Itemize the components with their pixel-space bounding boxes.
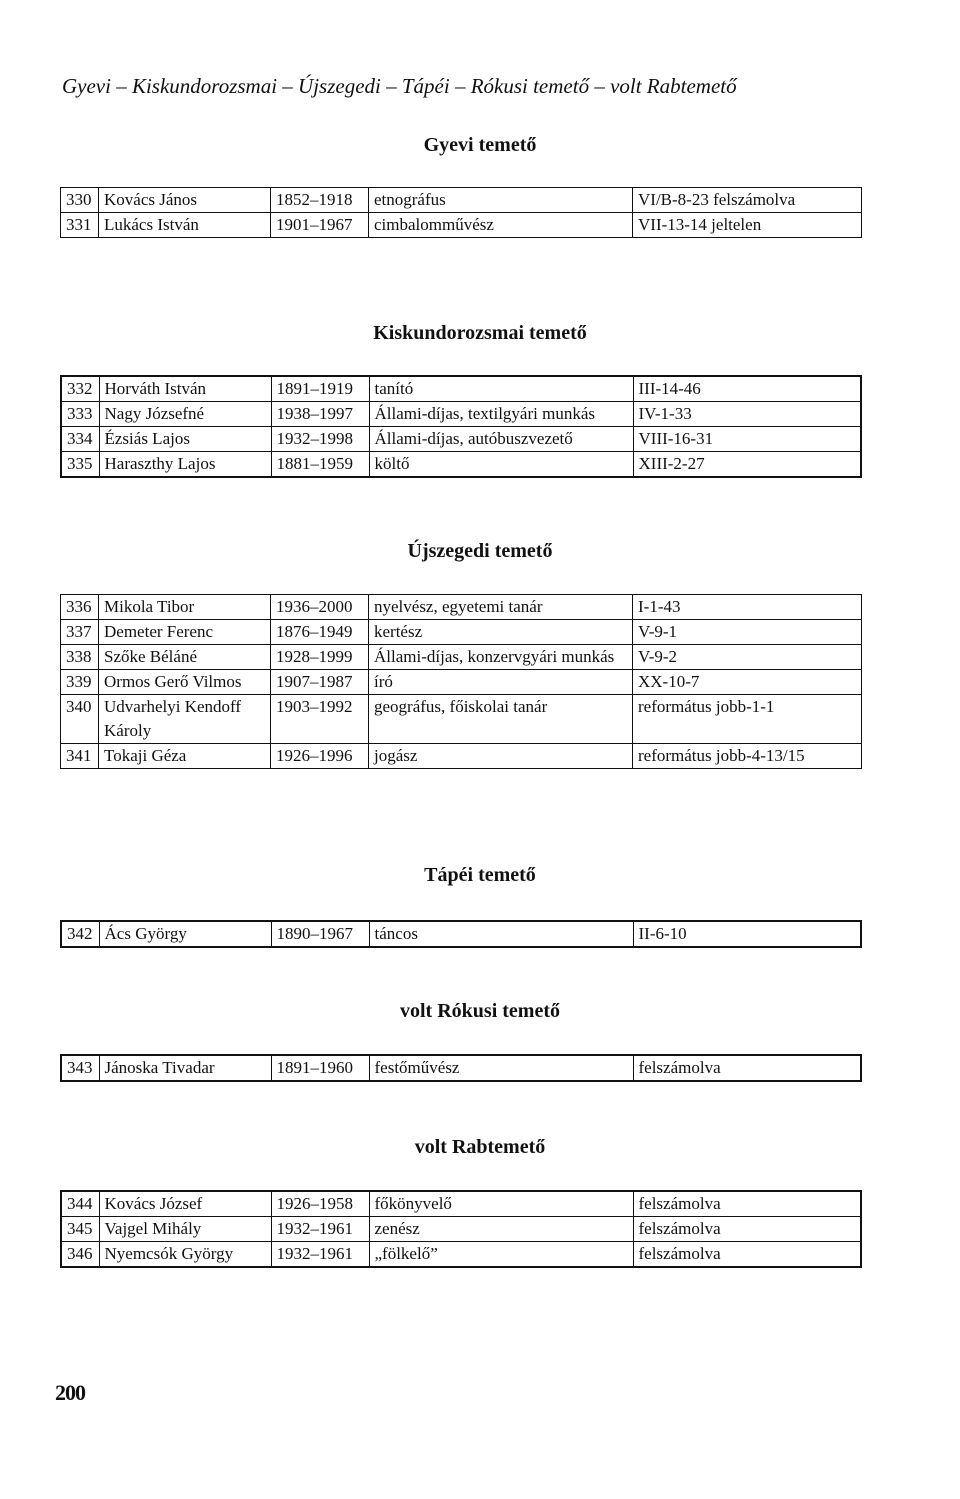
cell-grave: felszámolva	[633, 1217, 861, 1242]
cell-years: 1932–1961	[271, 1217, 369, 1242]
table-row	[61, 376, 861, 402]
cell-grave: III-14-46	[633, 376, 861, 402]
cell-years: 1932–1998	[271, 427, 369, 452]
cell-grave: VII-13-14 jeltelen	[633, 213, 862, 238]
cell-years: 1881–1959	[271, 452, 369, 478]
table-row	[61, 595, 862, 620]
cell-years: 1907–1987	[271, 670, 369, 695]
cell-number: 342	[61, 921, 99, 947]
table-gyevi	[60, 187, 862, 238]
table-rokusi	[60, 1054, 862, 1082]
cell-years: 1890–1967	[271, 921, 369, 947]
cell-number: 335	[61, 452, 99, 478]
table-row	[61, 427, 861, 452]
cell-name: Ormos Gerő Vilmos	[99, 670, 271, 695]
table-row	[61, 1242, 861, 1268]
cell-grave: felszámolva	[633, 1242, 861, 1268]
cell-name: Ézsiás Lajos	[99, 427, 271, 452]
cell-number: 331	[61, 213, 99, 238]
cell-years: 1852–1918	[271, 188, 369, 213]
table-rabtemeto	[60, 1190, 862, 1268]
cell-name: Horváth István	[99, 376, 271, 402]
cell-grave: VIII-16-31	[633, 427, 861, 452]
cell-profession: Állami-díjas, konzervgyári munkás	[369, 645, 633, 670]
cell-name: Nyemcsók György	[99, 1242, 271, 1268]
cell-years: 1926–1996	[271, 744, 369, 769]
cell-profession: költő	[369, 452, 633, 478]
cell-profession: zenész	[369, 1217, 633, 1242]
section-title-tapei: Tápéi temető	[424, 864, 536, 886]
cell-name: Szőke Béláné	[99, 645, 271, 670]
table-row	[61, 620, 862, 645]
table-row	[61, 452, 861, 478]
cell-grave: XX-10-7	[633, 670, 862, 695]
cell-profession: „fölkelő”	[369, 1242, 633, 1268]
cell-grave: felszámolva	[633, 1055, 861, 1081]
section-title-kiskundorozsmai: Kiskundorozsmai temető	[373, 322, 587, 344]
cell-years: 1932–1961	[271, 1242, 369, 1268]
section-title-rokusi: volt Rókusi temető	[400, 1000, 560, 1022]
cell-name: Jánoska Tivadar	[99, 1055, 271, 1081]
section-title-rabtemeto: volt Rabtemető	[414, 1136, 546, 1158]
cell-profession: kertész	[369, 620, 633, 645]
cell-profession: geográfus, főiskolai tanár	[369, 695, 633, 744]
cell-years: 1928–1999	[271, 645, 369, 670]
cell-years: 1901–1967	[271, 213, 369, 238]
cell-number: 343	[61, 1055, 99, 1081]
cell-profession: táncos	[369, 921, 633, 947]
cell-number: 344	[61, 1191, 99, 1217]
cell-grave: V-9-2	[633, 645, 862, 670]
cell-years: 1876–1949	[271, 620, 369, 645]
table-row	[61, 402, 861, 427]
table-tapei	[60, 920, 862, 948]
cell-name: Lukács István	[99, 213, 271, 238]
cell-profession: tanító	[369, 376, 633, 402]
table-row	[61, 1217, 861, 1242]
cell-years: 1903–1992	[271, 695, 369, 744]
cell-number: 334	[61, 427, 99, 452]
section-title-gyevi: Gyevi temető	[423, 134, 537, 156]
table-row	[61, 1055, 861, 1081]
table-row	[61, 744, 862, 769]
cell-profession: cimbalomművész	[369, 213, 633, 238]
cell-grave: XIII-2-27	[633, 452, 861, 478]
cell-name: Haraszthy Lajos	[99, 452, 271, 478]
cell-grave: V-9-1	[633, 620, 862, 645]
table-row	[61, 1191, 861, 1217]
cell-name: Nagy Józsefné	[99, 402, 271, 427]
table-row	[61, 921, 861, 947]
cell-number: 345	[61, 1217, 99, 1242]
cell-profession: Állami-díjas, autóbuszvezető	[369, 427, 633, 452]
cell-name: Ács György	[99, 921, 271, 947]
cell-name: Udvarhelyi Kendoff Károly	[99, 695, 271, 744]
cell-grave: református jobb-1-1	[633, 695, 862, 744]
cell-profession: nyelvész, egyetemi tanár	[369, 595, 633, 620]
table-row	[61, 645, 862, 670]
table-row	[61, 695, 862, 744]
cell-grave: református jobb-4-13/15	[633, 744, 862, 769]
cell-profession: festőművész	[369, 1055, 633, 1081]
running-header: Gyevi – Kiskundorozsmai – Újszegedi – Tápéi – Rókusi temető – volt Rabtemető	[62, 74, 737, 98]
cell-years: 1926–1958	[271, 1191, 369, 1217]
cell-grave: I-1-43	[633, 595, 862, 620]
cell-number: 336	[61, 595, 99, 620]
cell-profession: író	[369, 670, 633, 695]
cell-grave: IV-1-33	[633, 402, 861, 427]
cell-number: 341	[61, 744, 99, 769]
cell-name: Kovács József	[99, 1191, 271, 1217]
cell-name: Demeter Ferenc	[99, 620, 271, 645]
cell-number: 337	[61, 620, 99, 645]
cell-profession: jogász	[369, 744, 633, 769]
cell-number: 340	[61, 695, 99, 744]
cell-years: 1891–1919	[271, 376, 369, 402]
page-number: 200	[55, 1380, 85, 1405]
cell-grave: VI/B-8-23 felszámolva	[633, 188, 862, 213]
cell-name: Tokaji Géza	[99, 744, 271, 769]
cell-number: 333	[61, 402, 99, 427]
cell-years: 1936–2000	[271, 595, 369, 620]
cell-profession: Állami-díjas, textilgyári munkás	[369, 402, 633, 427]
cell-number: 330	[61, 188, 99, 213]
table-row	[61, 670, 862, 695]
cell-years: 1938–1997	[271, 402, 369, 427]
section-title-ujszegedi: Újszegedi temető	[407, 540, 553, 562]
cell-profession: főkönyvelő	[369, 1191, 633, 1217]
cell-number: 338	[61, 645, 99, 670]
cell-name: Kovács János	[99, 188, 271, 213]
cell-name: Vajgel Mihály	[99, 1217, 271, 1242]
table-row	[61, 213, 862, 238]
cell-grave: II-6-10	[633, 921, 861, 947]
cell-grave: felszámolva	[633, 1191, 861, 1217]
cell-name: Mikola Tibor	[99, 595, 271, 620]
cell-years: 1891–1960	[271, 1055, 369, 1081]
cell-number: 339	[61, 670, 99, 695]
cell-number: 332	[61, 376, 99, 402]
table-ujszegedi	[60, 594, 862, 769]
table-row	[61, 188, 862, 213]
cell-profession: etnográfus	[369, 188, 633, 213]
cell-number: 346	[61, 1242, 99, 1268]
table-kiskundorozsmai	[60, 375, 862, 478]
